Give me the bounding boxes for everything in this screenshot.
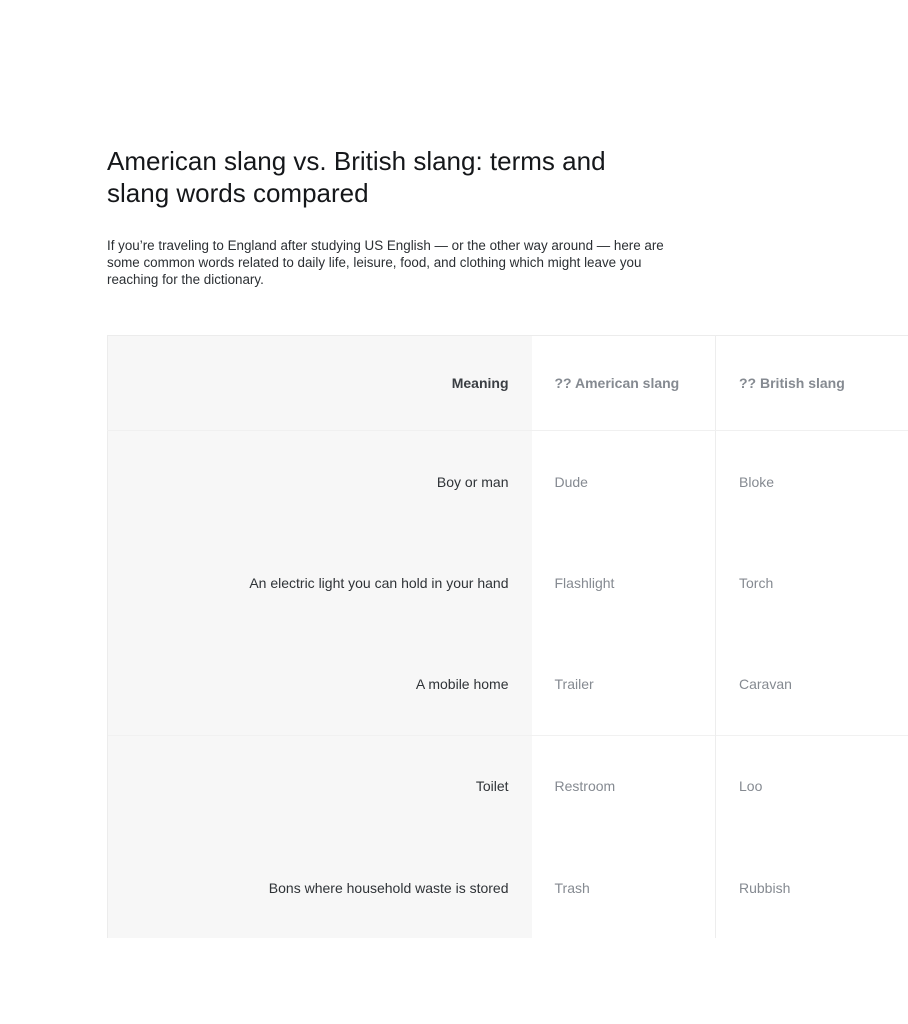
table-row xyxy=(108,431,908,533)
article-intro: If you’re traveling to England after studying US English — or the other way around — here are some common words related to daily life, leisure, food, and clothing which might leave you reaching for the dictionary. xyxy=(107,238,664,287)
table-header-row xyxy=(108,336,908,431)
column-header-meaning: Meaning xyxy=(108,336,532,431)
column-header-british: ?? British slang xyxy=(716,336,908,431)
meaning-cell: A mobile home xyxy=(108,634,532,736)
british-slang-cell: Rubbish xyxy=(716,837,908,939)
table-row xyxy=(108,837,908,939)
british-slang-cell: Loo xyxy=(716,735,908,837)
table-row xyxy=(108,634,908,736)
table-row xyxy=(108,735,908,837)
american-slang-cell: Restroom xyxy=(532,735,716,837)
american-slang-cell: Trailer xyxy=(532,634,716,736)
slang-comparison-table xyxy=(107,335,908,938)
slang-table-container xyxy=(107,335,845,907)
table-row xyxy=(108,532,908,634)
british-slang-cell: Bloke xyxy=(716,431,908,533)
meaning-cell: Boy or man xyxy=(108,431,532,533)
american-slang-cell: Dude xyxy=(532,431,716,533)
column-header-american: ?? American slang xyxy=(532,336,716,431)
meaning-cell: An electric light you can hold in your hand xyxy=(108,532,532,634)
american-slang-cell: Flashlight xyxy=(532,532,716,634)
article-title: American slang vs. British slang: terms and slang words compared xyxy=(107,146,606,208)
meaning-cell: Bons where household waste is stored xyxy=(108,837,532,939)
british-slang-cell: Caravan xyxy=(716,634,908,736)
meaning-cell: Toilet xyxy=(108,735,532,837)
british-slang-cell: Torch xyxy=(716,532,908,634)
american-slang-cell: Trash xyxy=(532,837,716,939)
